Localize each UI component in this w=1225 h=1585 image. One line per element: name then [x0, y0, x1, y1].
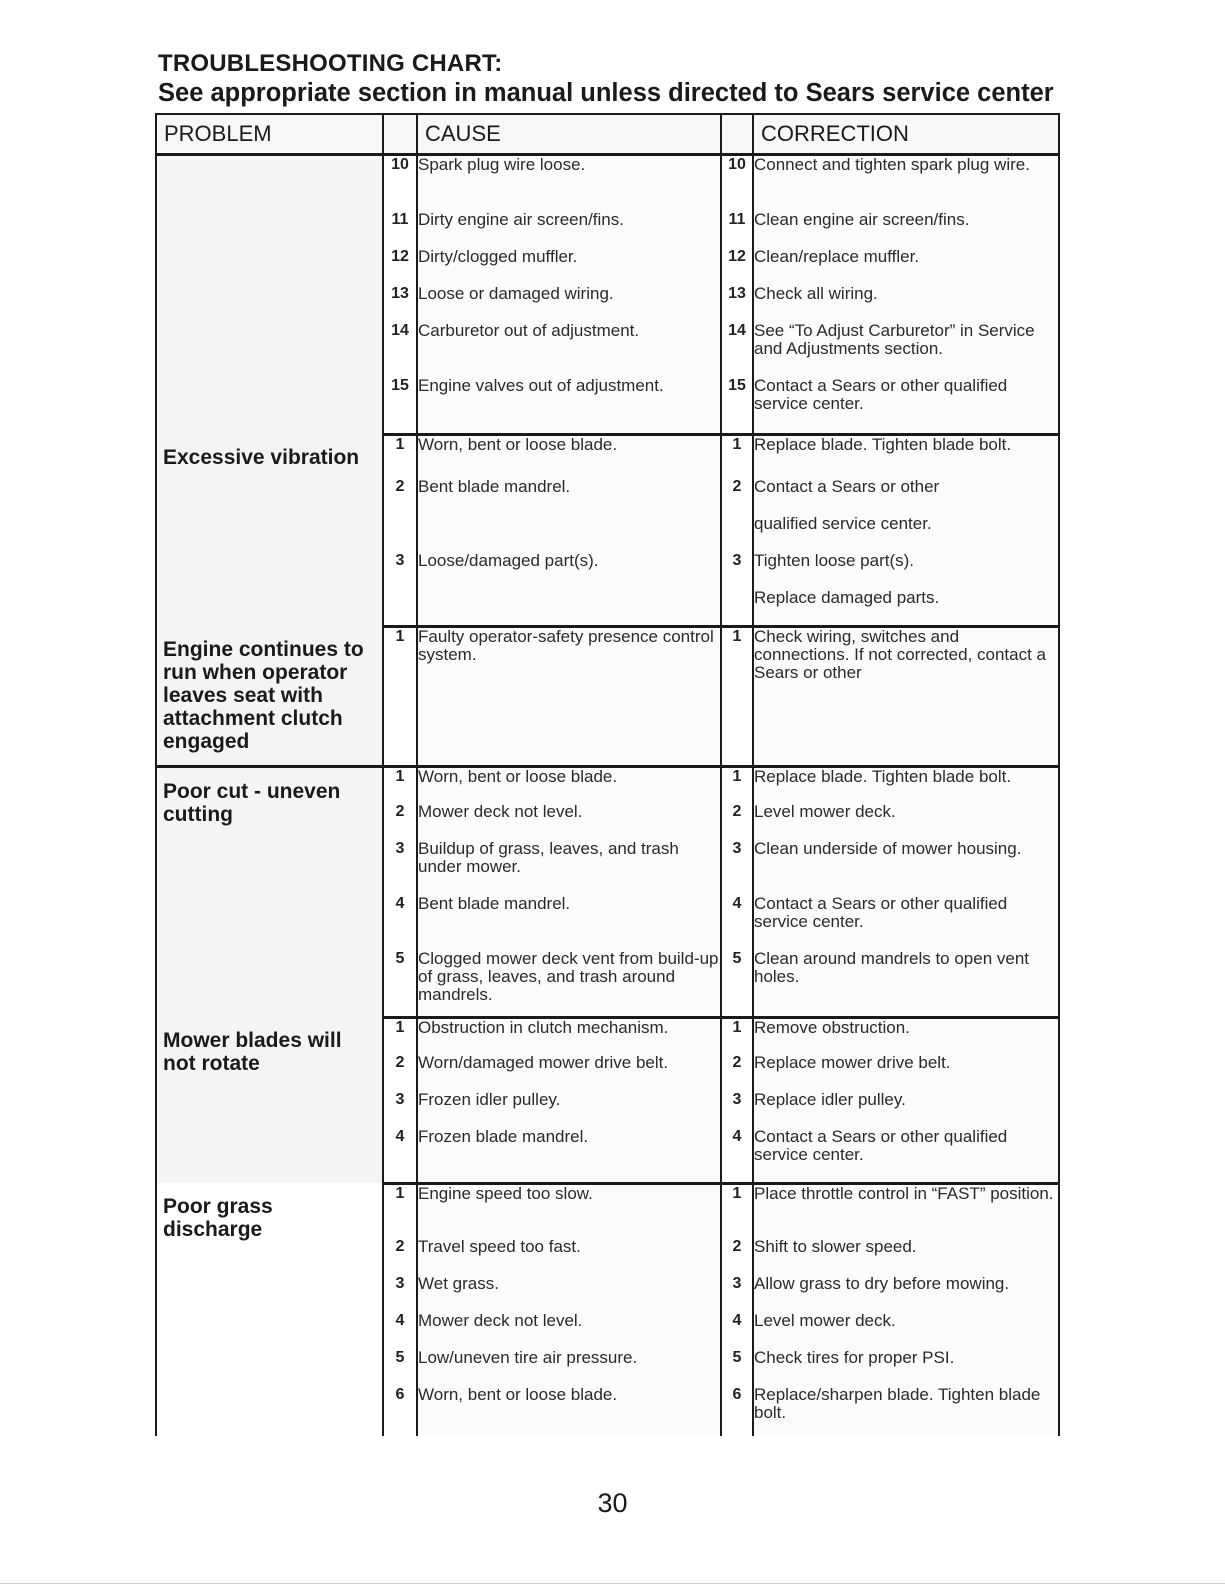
- correction-number: 4: [721, 1128, 753, 1183]
- correction-number: 6: [721, 1386, 753, 1436]
- cause-text: Worn, bent or loose blade.: [417, 1386, 721, 1436]
- correction-text: Replace idler pulley.: [753, 1091, 1059, 1128]
- table-row: [156, 766, 1059, 803]
- correction-text: Clean around mandrels to open vent holes.: [753, 950, 1059, 1017]
- cause-text: Worn, bent or loose blade.: [417, 766, 721, 803]
- cause-text: Clogged mower deck vent from build-up of grass, leaves, and trash around mandrels.: [417, 950, 721, 1017]
- page-title: TROUBLESHOOTING CHART:: [158, 50, 503, 77]
- problem-label: Excessive vibration: [163, 446, 360, 469]
- correction-number: [721, 515, 753, 552]
- correction-number: 10: [721, 154, 753, 211]
- cause-number: 2: [383, 803, 417, 840]
- cause-number: 2: [383, 1054, 417, 1091]
- problem-cell: [156, 434, 383, 626]
- page-bottom-rule: [0, 1583, 1225, 1584]
- cause-number: 2: [383, 1238, 417, 1275]
- cause-text: Worn/damaged mower drive belt.: [417, 1054, 721, 1091]
- cause-text: Engine speed too slow.: [417, 1183, 721, 1238]
- page-subtitle: See appropriate section in manual unless directed to Sears service center: [158, 79, 1054, 107]
- correction-text: Check all wiring.: [753, 285, 1059, 322]
- cause-number: 5: [383, 950, 417, 1017]
- correction-number: 13: [721, 285, 753, 322]
- cause-number: 3: [383, 1275, 417, 1312]
- correction-number: 4: [721, 895, 753, 950]
- correction-text: Replace blade. Tighten blade bolt.: [753, 434, 1059, 478]
- cause-number: 4: [383, 1128, 417, 1183]
- correction-text: Contact a Sears or other qualified service center.: [753, 1128, 1059, 1183]
- problem-section: [156, 154, 1059, 434]
- problem-label: Poor cut - uneven cutting: [163, 779, 341, 826]
- table-header-row: [156, 114, 1059, 154]
- correction-number: 2: [721, 1238, 753, 1275]
- cause-number: 10: [383, 154, 417, 211]
- table-row: [156, 626, 1059, 766]
- cause-text: Buildup of grass, leaves, and trash under mower.: [417, 840, 721, 895]
- cause-number: 1: [383, 1183, 417, 1238]
- cause-text: Loose or damaged wiring.: [417, 285, 721, 322]
- table-row: [156, 434, 1059, 478]
- correction-number: 3: [721, 1275, 753, 1312]
- problem-section: [156, 626, 1059, 766]
- column-header-cause: CAUSE: [417, 114, 721, 154]
- cause-number: 13: [383, 285, 417, 322]
- correction-number: 5: [721, 1349, 753, 1386]
- table-row: [156, 1017, 1059, 1054]
- table-row: [156, 1183, 1059, 1238]
- correction-number: 1: [721, 766, 753, 803]
- column-header-correction: CORRECTION: [753, 114, 1059, 154]
- correction-number: 1: [721, 434, 753, 478]
- problem-cell: [156, 1183, 383, 1436]
- problem-cell: [156, 154, 383, 434]
- correction-number: 14: [721, 322, 753, 377]
- cause-number: 3: [383, 552, 417, 589]
- correction-text: Replace blade. Tighten blade bolt.: [753, 766, 1059, 803]
- cause-number: 2: [383, 478, 417, 515]
- correction-text: Contact a Sears or other: [753, 478, 1059, 515]
- cause-text: Low/uneven tire air pressure.: [417, 1349, 721, 1386]
- cause-text: Mower deck not level.: [417, 1312, 721, 1349]
- cause-number: 12: [383, 248, 417, 285]
- problem-section: [156, 1017, 1059, 1183]
- correction-text: Allow grass to dry before mowing.: [753, 1275, 1059, 1312]
- cause-number: 4: [383, 1312, 417, 1349]
- cause-number: 1: [383, 434, 417, 478]
- cause-number: [383, 589, 417, 626]
- correction-text: Check wiring, switches and connections. If not corrected, contact a Sears or other: [753, 626, 1059, 766]
- correction-text: Replace damaged parts.: [753, 589, 1059, 626]
- problem-section: [156, 434, 1059, 626]
- correction-number: 2: [721, 1054, 753, 1091]
- problem-cell: [156, 1017, 383, 1183]
- correction-number: 5: [721, 950, 753, 1017]
- correction-text: Contact a Sears or other qualified service center.: [753, 895, 1059, 950]
- cause-text: Frozen idler pulley.: [417, 1091, 721, 1128]
- correction-number: [721, 589, 753, 626]
- cause-text: Dirty engine air screen/fins.: [417, 211, 721, 248]
- cause-text: Obstruction in clutch mechanism.: [417, 1017, 721, 1054]
- problem-section: [156, 1183, 1059, 1436]
- correction-text: Tighten loose part(s).: [753, 552, 1059, 589]
- correction-number: 2: [721, 803, 753, 840]
- correction-text: Connect and tighten spark plug wire.: [753, 154, 1059, 211]
- correction-text: Replace mower drive belt.: [753, 1054, 1059, 1091]
- cause-text: Mower deck not level.: [417, 803, 721, 840]
- cause-number: 1: [383, 626, 417, 766]
- cause-text: [417, 589, 721, 626]
- cause-text: Faulty operator-safety presence control system.: [417, 626, 721, 766]
- cause-text: Travel speed too fast.: [417, 1238, 721, 1275]
- column-header-problem: PROBLEM: [156, 114, 383, 154]
- correction-text: Place throttle control in “FAST” position.: [753, 1183, 1059, 1238]
- correction-number: 1: [721, 1183, 753, 1238]
- cause-number: 1: [383, 1017, 417, 1054]
- cause-text: Dirty/clogged muffler.: [417, 248, 721, 285]
- cause-text: Frozen blade mandrel.: [417, 1128, 721, 1183]
- cause-number: 14: [383, 322, 417, 377]
- correction-number: 3: [721, 840, 753, 895]
- problem-label: [157, 156, 382, 168]
- column-header-cause-number: [383, 114, 417, 154]
- cause-number: 5: [383, 1349, 417, 1386]
- problem-cell: [156, 626, 383, 766]
- correction-number: 1: [721, 1017, 753, 1054]
- correction-number: 2: [721, 478, 753, 515]
- cause-number: 6: [383, 1386, 417, 1436]
- troubleshooting-table: [155, 113, 1060, 1436]
- problem-section: [156, 766, 1059, 1017]
- cause-text: Wet grass.: [417, 1275, 721, 1312]
- cause-text: Engine valves out of adjustment.: [417, 377, 721, 434]
- cause-text: Carburetor out of adjustment.: [417, 322, 721, 377]
- correction-text: Shift to slower speed.: [753, 1238, 1059, 1275]
- correction-number: 3: [721, 1091, 753, 1128]
- correction-text: See “To Adjust Carburetor” in Service and Adjustments section.: [753, 322, 1059, 377]
- correction-text: Level mower deck.: [753, 1312, 1059, 1349]
- correction-text: Clean engine air screen/fins.: [753, 211, 1059, 248]
- cause-text: Worn, bent or loose blade.: [417, 434, 721, 478]
- correction-text: Remove obstruction.: [753, 1017, 1059, 1054]
- correction-number: 11: [721, 211, 753, 248]
- cause-number: 4: [383, 895, 417, 950]
- table-row: [156, 154, 1059, 211]
- correction-number: 15: [721, 377, 753, 434]
- correction-number: 1: [721, 626, 753, 766]
- cause-number: 1: [383, 766, 417, 803]
- correction-number: 4: [721, 1312, 753, 1349]
- problem-cell: [156, 766, 383, 1017]
- cause-text: Loose/damaged part(s).: [417, 552, 721, 589]
- problem-label: Engine continues to run when operator leaves seat with attachment clutch engaged: [163, 638, 364, 753]
- correction-text: Check tires for proper PSI.: [753, 1349, 1059, 1386]
- problem-label: Mower blades will not rotate: [163, 1029, 342, 1075]
- correction-text: Contact a Sears or other qualified service center.: [753, 377, 1059, 434]
- correction-text: Clean underside of mower housing.: [753, 840, 1059, 895]
- page-number: 30: [597, 1488, 628, 1518]
- cause-number: 15: [383, 377, 417, 434]
- problem-label: Poor grass discharge: [163, 1195, 273, 1241]
- cause-number: 3: [383, 1091, 417, 1128]
- correction-text: Replace/sharpen blade. Tighten blade bolt.: [753, 1386, 1059, 1436]
- cause-number: [383, 515, 417, 552]
- correction-text: Level mower deck.: [753, 803, 1059, 840]
- cause-text: Bent blade mandrel.: [417, 478, 721, 515]
- correction-text: Clean/replace muffler.: [753, 248, 1059, 285]
- cause-text: Bent blade mandrel.: [417, 895, 721, 950]
- correction-number: 12: [721, 248, 753, 285]
- cause-number: 11: [383, 211, 417, 248]
- cause-number: 3: [383, 840, 417, 895]
- cause-text: [417, 515, 721, 552]
- column-header-correction-number: [721, 114, 753, 154]
- cause-text: Spark plug wire loose.: [417, 154, 721, 211]
- correction-text: qualified service center.: [753, 515, 1059, 552]
- correction-number: 3: [721, 552, 753, 589]
